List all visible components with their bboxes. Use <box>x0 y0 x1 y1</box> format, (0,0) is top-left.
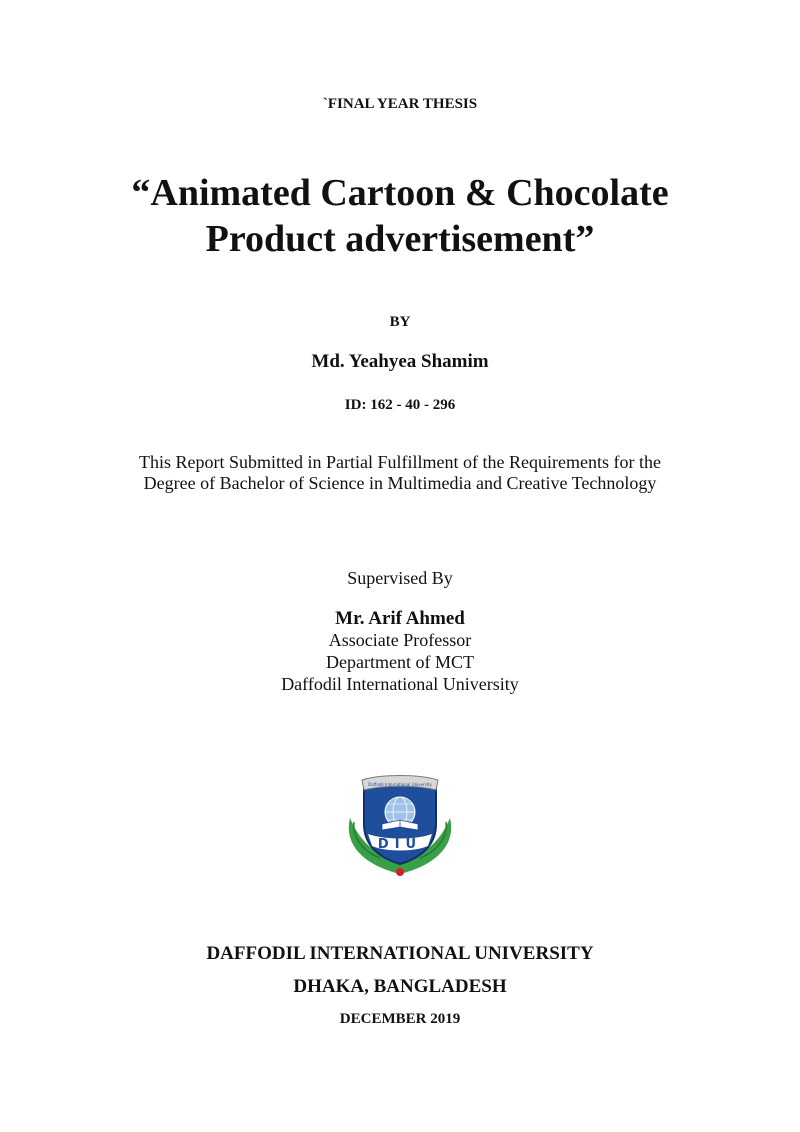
supervisor-name: Mr. Arif Ahmed <box>335 608 465 629</box>
title-line-2: Product advertisement” <box>205 218 595 260</box>
author-name: Md. Yeahyea Shamim <box>311 351 489 372</box>
crest-ribbon-text: Daffodil International University <box>368 782 432 787</box>
supervisor-university: Daffodil International University <box>281 674 519 694</box>
statement-line-1: This Report Submitted in Partial Fulfillment of the Requirements for the <box>139 452 661 472</box>
by-label: BY <box>389 314 411 330</box>
supervised-by-label: Supervised By <box>347 568 453 588</box>
supervisor-department: Department of MCT <box>326 652 474 672</box>
student-id: ID: 162 - 40 - 296 <box>344 397 456 413</box>
submission-date: DECEMBER 2019 <box>339 1011 461 1027</box>
supervisor-title: Associate Professor <box>328 630 472 650</box>
university-crest-icon <box>340 772 460 884</box>
statement-line-2: Degree of Bachelor of Science in Multimedia and Creative Technology <box>143 473 657 493</box>
thesis-heading: `FINAL YEAR THESIS <box>322 96 478 112</box>
university-location: DHAKA, BANGLADESH <box>293 976 507 997</box>
title-line-1: “Animated Cartoon & Chocolate <box>131 172 669 214</box>
university-name: DAFFODIL INTERNATIONAL UNIVERSITY <box>206 943 594 964</box>
crest-letters: DIU <box>377 837 423 852</box>
